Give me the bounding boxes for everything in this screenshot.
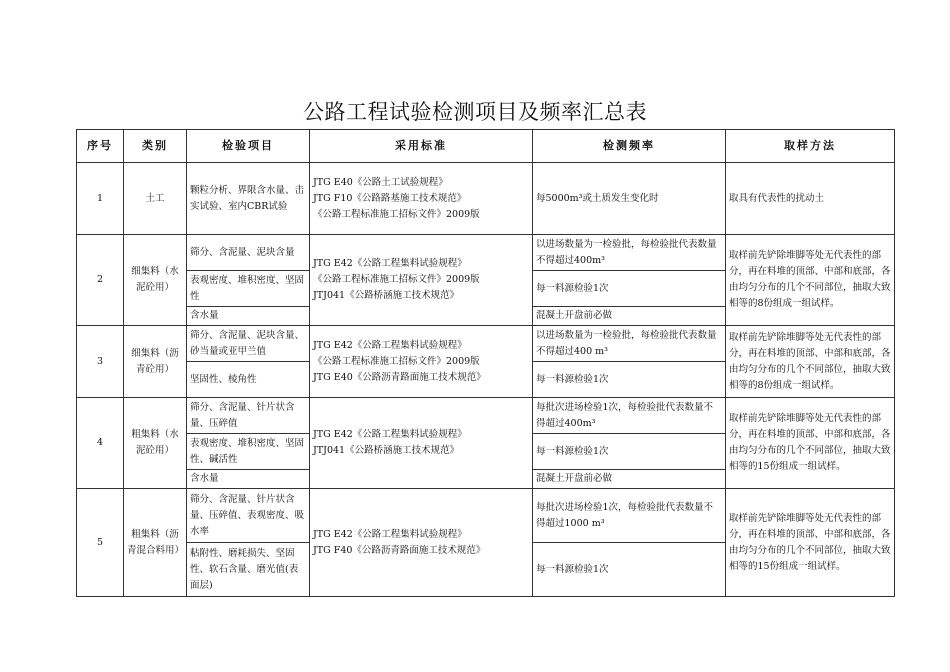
standard-line: JTJ041《公路桥涵施工技术规范》 xyxy=(313,290,460,301)
standard-line: JTG E42《公路工程集料试验规程》 xyxy=(313,528,467,540)
header-sampling: 取样方法 xyxy=(726,130,895,163)
row-items: 筛分、含泥量、泥块含量、砂当量或亚甲兰值 xyxy=(187,326,310,362)
standard-line: 《公路工程标准施工招标文件》2009版 xyxy=(313,355,480,367)
row-sampling: 取具有代表性的扰动土 xyxy=(726,163,895,235)
row-sampling: 取样前先铲除堆脚等处无代表性的部分，再在料堆的顶部、中部和底部，各由均匀分布的几个不同部位，抽取大致相等的15份组成一组试样。 xyxy=(726,489,895,597)
standard-line: 《公路工程标准施工招标文件》2009版 xyxy=(313,208,480,220)
standard-line: JTG F10《公路路基施工技术规范》 xyxy=(313,192,467,204)
row-standard xyxy=(310,163,533,235)
row-items: 含水量 xyxy=(187,307,310,326)
header-items: 检验项目 xyxy=(187,130,310,163)
header-frequency: 检测频率 xyxy=(533,130,726,163)
table-row xyxy=(77,326,895,362)
row-no: 2 xyxy=(77,235,124,326)
row-no: 5 xyxy=(77,489,124,597)
document-title: 公路工程试验检测项目及频率汇总表 xyxy=(303,100,647,124)
row-items: 坚固性、棱角性 xyxy=(187,362,310,398)
row-no: 4 xyxy=(77,398,124,489)
row-frequency: 每一料源检验1次 xyxy=(533,543,726,597)
header-category: 类别 xyxy=(124,130,187,163)
row-frequency: 每一料源检验1次 xyxy=(533,271,726,307)
row-frequency: 每一料源检验1次 xyxy=(533,362,726,398)
row-frequency: 每批次进场检验1次，每检验批代表数量不得超过1000 m³ xyxy=(533,489,726,543)
standard-line: JTG E40《公路土工试验规程》 xyxy=(313,176,448,188)
standard-line: JTG E42《公路工程集料试验规程》 xyxy=(313,339,467,351)
row-items: 表观密度、堆积密度、坚固性、碱活性 xyxy=(187,434,310,470)
standard-line: JTG E40《公路沥青路面施工技术规范》 xyxy=(313,371,486,383)
row-items: 筛分、含泥量、针片状含量、压碎值、表观密度、吸水率 xyxy=(187,489,310,543)
table-row xyxy=(77,235,895,271)
row-standard xyxy=(310,489,533,597)
table-row xyxy=(77,489,895,543)
row-frequency: 每5000m³或土质发生变化时 xyxy=(533,163,726,235)
row-sampling: 取样前先铲除堆脚等处无代表性的部分，再在料堆的顶部、中部和底部，各由均匀分布的几个不同部位，抽取大致相等的15份组成一组试样。 xyxy=(726,398,895,489)
row-items: 筛分、含泥量、泥块含量 xyxy=(187,235,310,271)
row-frequency: 每批次进场检验1次，每检验批代表数量不得超过400m³ xyxy=(533,398,726,434)
row-standard xyxy=(310,398,533,489)
row-standard xyxy=(310,326,533,398)
row-no: 3 xyxy=(77,326,124,398)
row-category: 细集料（沥青砼用） xyxy=(124,326,187,398)
row-frequency: 每一料源检验1次 xyxy=(533,434,726,470)
header-no: 序号 xyxy=(77,130,124,163)
row-standard xyxy=(310,235,533,326)
table-row xyxy=(77,163,895,235)
row-frequency: 混凝土开盘前必做 xyxy=(533,470,726,489)
row-frequency: 以进场数量为一检验批，每检验批代表数量不得超过400 m³ xyxy=(533,326,726,362)
row-items: 粘附性、磨耗损失、坚固性、软石含量、磨光值(表面层) xyxy=(187,543,310,597)
row-items: 含水量 xyxy=(187,470,310,489)
standard-line: JTG F40《公路沥青路面施工技术规范》 xyxy=(313,544,486,556)
row-sampling: 取样前先铲除堆脚等处无代表性的部分，再在料堆的顶部、中部和底部，各由均匀分布的几个不同部位，抽取大致相等的8份组成一组试样。 xyxy=(726,326,895,398)
row-category: 粗集料（水泥砼用） xyxy=(124,398,187,489)
row-category: 粗集料（沥青混合料用） xyxy=(124,489,187,597)
standard-line: JTG E42《公路工程集料试验规程》 xyxy=(313,258,467,269)
row-sampling: 取样前先铲除堆脚等处无代表性的部分，再在料堆的顶部、中部和底部，各由均匀分布的几个不同部位，抽取大致相等的8份组成一组试样。 xyxy=(726,235,895,326)
row-frequency: 以进场数量为一检验批，每检验批代表数量不得超过400m³ xyxy=(533,235,726,271)
row-category: 细集料（水泥砼用） xyxy=(124,235,187,326)
test-items-table xyxy=(76,129,895,597)
row-no: 1 xyxy=(77,163,124,235)
header-standard: 采用标准 xyxy=(310,130,533,163)
standard-line: JTG E42《公路工程集料试验规程》 xyxy=(313,429,467,440)
row-items: 颗粒分析、界限含水量、击实试验、室内CBR试验 xyxy=(187,163,310,235)
row-items: 表观密度、堆积密度、坚固性 xyxy=(187,271,310,307)
standard-line: 《公路工程标准施工招标文件》2009版 xyxy=(313,274,480,285)
row-category: 土工 xyxy=(124,163,187,235)
header-row xyxy=(77,130,895,163)
row-frequency: 混凝土开盘前必做 xyxy=(533,307,726,326)
row-items: 筛分、含泥量、针片状含量、压碎值 xyxy=(187,398,310,434)
table-row xyxy=(77,398,895,434)
standard-line: JTJ041《公路桥涵施工技术规范》 xyxy=(313,445,460,456)
